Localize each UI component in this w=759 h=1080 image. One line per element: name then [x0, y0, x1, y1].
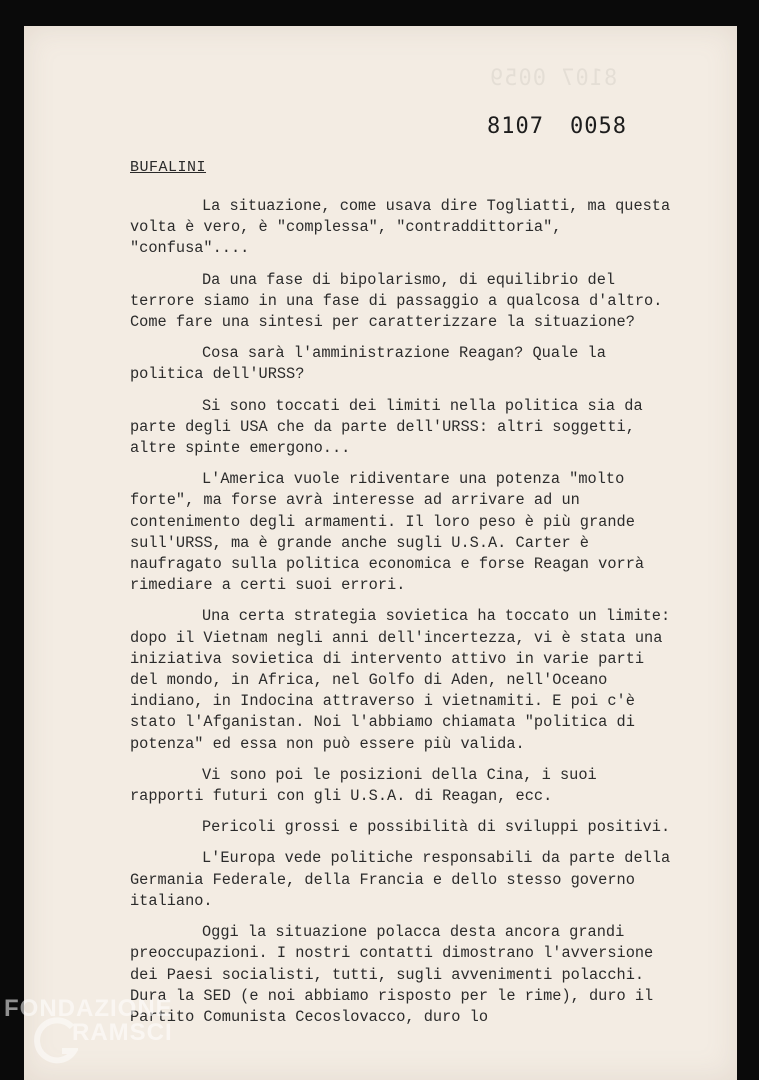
paragraph: L'Europa vede politiche responsabili da parte della Germania Federale, della Francia e dello stesso governo italiano.	[130, 849, 671, 910]
page-number: 0058	[570, 114, 627, 139]
document-body	[130, 196, 678, 1038]
paragraph: La situazione, come usava dire Togliatti, ma questa volta è vero, è "complessa", "contraddittoria", "confusa"....	[130, 197, 671, 258]
paragraph: L'America vuole ridiventare una potenza "molto forte", ma forse avrà interesse ad arrivare ad un contenimento degli armamenti. Il loro peso è più grande sull'URSS, ma è grande anche sugli U.S.A. Carter è naufragato sulla politica economica e forse Reagan vorrà rimediare a certi suoi errori.	[130, 470, 645, 595]
paragraph: Si sono toccati dei limiti nella politica sia da parte degli USA che da parte dell'URSS: altri soggetti, altre spinte emergono...	[130, 396, 643, 458]
paragraph: Una certa strategia sovietica ha toccato un limite: dopo il Vietnam negli anni dell'incertezza, vi è stata una iniziativa sovietica di intervento attivo in varie parti del mondo, in Africa, nel Golfo di Aden, nell'Oceano indiano, in Indocina attraverso i vietnamiti. E poi c'è stato l'Afganistan. Noi l'abbiamo chiamata "politica di potenza" ed essa non può essere più valida.	[130, 607, 671, 753]
paragraph: Cosa sarà l'amministrazione Reagan? Quale la politica dell'URSS?	[130, 344, 606, 384]
watermark-line-1: FONDAZIONE	[4, 995, 173, 1022]
archive-number: 8107	[487, 114, 545, 139]
paragraph: Da una fase di bipolarismo, di equilibrio del terrore siamo in una fase di passaggio a qualcosa d'altro. Come fare una sintesi per caratterizzare la situazione?	[130, 270, 663, 332]
author-heading: BUFALINI	[130, 159, 207, 176]
archive-stamp	[487, 114, 627, 139]
paragraph: Pericoli grossi e possibilità di sviluppi positivi.	[202, 818, 671, 837]
watermark-line-2: RAMSCI	[72, 1019, 173, 1046]
bleed-through-number: 8107 0059	[488, 66, 617, 91]
document-page	[24, 26, 737, 1080]
fondazione-gramsci-watermark	[4, 995, 194, 1075]
paragraph: Oggi la situazione polacca desta ancora grandi preoccupazioni. I nostri contatti dimostrano l'avversione dei Paesi socialisti, tutti, sugli avvenimenti polacchi. Dura la SED (e noi abbiamo risposto per le rime), duro il Partito Comunista Cecoslovacco, duro lo	[130, 923, 654, 1026]
paragraph: Vi sono poi le posizioni della Cina, i suoi rapporti futuri con gli U.S.A. di Reagan, ecc.	[130, 765, 597, 806]
